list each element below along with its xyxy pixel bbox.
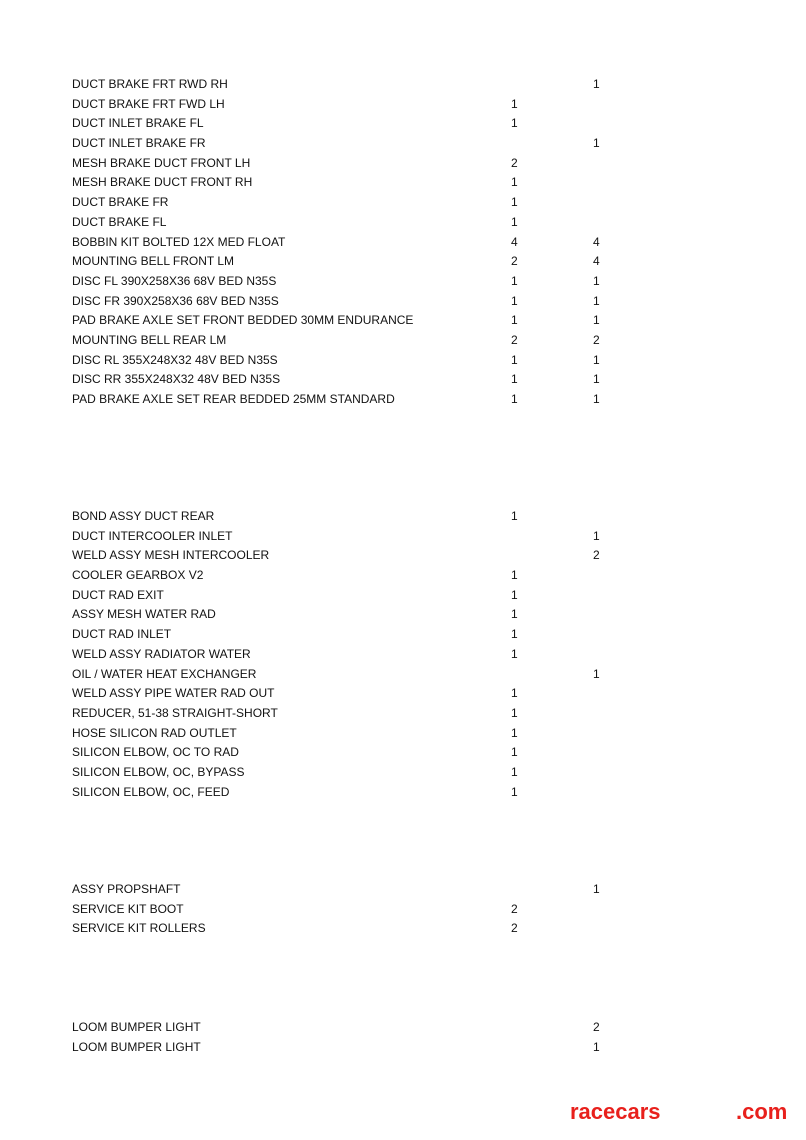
part-row	[0, 1038, 806, 1058]
part-description: COOLER GEARBOX V2	[72, 568, 204, 583]
part-description: BOND ASSY DUCT REAR	[72, 509, 215, 523]
part-description: PAD BRAKE AXLE SET REAR BEDDED 25MM STANDARD	[72, 392, 395, 406]
part-quantity-column-1: 1	[511, 509, 518, 523]
part-description: WELD ASSY RADIATOR WATER	[72, 646, 251, 661]
part-description: DISC FR 390X258X36 68V BED N35S	[72, 293, 279, 308]
parts-section-brakes	[0, 75, 806, 410]
part-description: HOSE SILICON RAD OUTLET	[72, 725, 237, 740]
part-quantity-column-1: 1	[511, 607, 518, 622]
part-row	[0, 586, 806, 606]
part-quantity-column-2: 1	[593, 136, 600, 151]
part-row	[0, 311, 806, 331]
part-row	[0, 684, 806, 704]
part-row	[0, 1018, 806, 1038]
part-row	[0, 645, 806, 665]
part-row	[0, 370, 806, 390]
parts-section-cooling	[0, 507, 806, 802]
part-row	[0, 173, 806, 193]
part-quantity-column-1: 2	[511, 332, 518, 347]
part-quantity-column-2: 1	[593, 882, 600, 896]
part-row	[0, 743, 806, 763]
part-description: SERVICE KIT ROLLERS	[72, 921, 206, 936]
part-quantity-column-2: 1	[593, 528, 600, 543]
racecars-watermark	[570, 1096, 790, 1128]
part-quantity-column-1: 1	[511, 686, 518, 701]
part-quantity-column-1: 1	[511, 175, 518, 190]
part-description: LOOM BUMPER LIGHT	[72, 1020, 201, 1034]
part-description: ASSY PROPSHAFT	[72, 882, 181, 896]
part-description: MESH BRAKE DUCT FRONT LH	[72, 155, 251, 170]
part-description: DUCT BRAKE FRT RWD RH	[72, 77, 228, 91]
watermark-brand-text: racecars	[570, 1099, 661, 1124]
part-row	[0, 390, 806, 410]
part-description: DISC FL 390X258X36 68V BED N35S	[72, 273, 277, 288]
part-row	[0, 154, 806, 174]
part-quantity-column-1: 2	[511, 155, 518, 170]
part-row	[0, 351, 806, 371]
part-quantity-column-1: 1	[511, 372, 518, 387]
watermark-domain-text: .com	[736, 1099, 788, 1124]
part-description: MOUNTING BELL REAR LM	[72, 332, 227, 347]
part-description: SILICON ELBOW, OC, BYPASS	[72, 764, 245, 779]
part-quantity-column-1: 1	[511, 764, 518, 779]
part-row	[0, 331, 806, 351]
part-quantity-column-1: 2	[511, 901, 518, 916]
part-row	[0, 292, 806, 312]
part-description: DUCT RAD EXIT	[72, 587, 164, 602]
part-row	[0, 665, 806, 685]
part-quantity-column-1: 1	[511, 392, 518, 406]
part-quantity-column-1: 1	[511, 195, 518, 210]
part-row	[0, 193, 806, 213]
part-quantity-column-1: 1	[511, 293, 518, 308]
part-description: REDUCER, 51-38 STRAIGHT-SHORT	[72, 705, 278, 720]
parts-section-loom	[0, 1018, 806, 1057]
part-row	[0, 114, 806, 134]
part-description: DUCT BRAKE FR	[72, 195, 169, 210]
part-quantity-column-1: 1	[511, 214, 518, 229]
part-quantity-column-2: 1	[593, 1039, 600, 1054]
part-quantity-column-2: 4	[593, 254, 600, 269]
part-row	[0, 625, 806, 645]
part-row	[0, 213, 806, 233]
part-quantity-column-2: 4	[593, 234, 600, 249]
part-quantity-column-1: 1	[511, 705, 518, 720]
part-description: BOBBIN KIT BOLTED 12X MED FLOAT	[72, 234, 286, 249]
part-quantity-column-2: 1	[593, 293, 600, 308]
part-description: MESH BRAKE DUCT FRONT RH	[72, 175, 253, 190]
part-quantity-column-1: 1	[511, 627, 518, 642]
part-description: DUCT BRAKE FL	[72, 214, 167, 229]
part-description: LOOM BUMPER LIGHT	[72, 1039, 201, 1054]
part-description: SERVICE KIT BOOT	[72, 901, 184, 916]
part-description: DUCT INTERCOOLER INLET	[72, 528, 233, 543]
part-description: WELD ASSY MESH INTERCOOLER	[72, 548, 270, 563]
parts-section-propshaft	[0, 880, 806, 939]
part-row	[0, 75, 806, 95]
part-row	[0, 233, 806, 253]
part-quantity-column-2: 1	[593, 273, 600, 288]
part-quantity-column-1: 4	[511, 234, 518, 249]
part-row	[0, 252, 806, 272]
part-row	[0, 95, 806, 115]
part-description: DISC RR 355X248X32 48V BED N35S	[72, 372, 281, 387]
part-description: DUCT INLET BRAKE FL	[72, 116, 204, 131]
part-quantity-column-1: 1	[511, 784, 518, 799]
part-description: DUCT RAD INLET	[72, 627, 172, 642]
part-row	[0, 566, 806, 586]
part-quantity-column-2: 1	[593, 392, 600, 406]
part-row	[0, 134, 806, 154]
part-quantity-column-1: 2	[511, 254, 518, 269]
part-description: DISC RL 355X248X32 48V BED N35S	[72, 352, 278, 367]
part-row	[0, 704, 806, 724]
part-row	[0, 546, 806, 566]
part-quantity-column-1: 1	[511, 646, 518, 661]
part-row	[0, 783, 806, 803]
part-quantity-column-1: 1	[511, 725, 518, 740]
part-quantity-column-2: 2	[593, 332, 600, 347]
part-row	[0, 272, 806, 292]
part-row	[0, 605, 806, 625]
part-quantity-column-1: 1	[511, 745, 518, 760]
part-description: DUCT BRAKE FRT FWD LH	[72, 96, 225, 111]
part-quantity-column-1: 1	[511, 273, 518, 288]
part-description: OIL / WATER HEAT EXCHANGER	[72, 666, 257, 681]
part-quantity-column-1: 1	[511, 313, 518, 328]
part-quantity-column-1: 1	[511, 587, 518, 602]
part-quantity-column-1: 1	[511, 116, 518, 131]
part-quantity-column-1: 1	[511, 352, 518, 367]
part-quantity-column-2: 1	[593, 77, 600, 91]
part-row	[0, 880, 806, 900]
part-row	[0, 527, 806, 547]
part-quantity-column-2: 2	[593, 548, 600, 563]
part-description: SILICON ELBOW, OC TO RAD	[72, 745, 239, 760]
part-row	[0, 900, 806, 920]
part-quantity-column-1: 1	[511, 96, 518, 111]
part-description: DUCT INLET BRAKE FR	[72, 136, 206, 151]
part-quantity-column-2: 1	[593, 313, 600, 328]
part-quantity-column-1: 1	[511, 568, 518, 583]
part-row	[0, 724, 806, 744]
part-quantity-column-2: 1	[593, 352, 600, 367]
part-description: WELD ASSY PIPE WATER RAD OUT	[72, 686, 275, 701]
part-description: ASSY MESH WATER RAD	[72, 607, 216, 622]
part-description: MOUNTING BELL FRONT LM	[72, 254, 235, 269]
part-row	[0, 507, 806, 527]
part-row	[0, 919, 806, 939]
part-description: SILICON ELBOW, OC, FEED	[72, 784, 230, 799]
part-quantity-column-2: 2	[593, 1020, 600, 1034]
part-quantity-column-2: 1	[593, 666, 600, 681]
part-description: PAD BRAKE AXLE SET FRONT BEDDED 30MM ENDURANCE	[72, 313, 414, 328]
part-quantity-column-1: 2	[511, 921, 518, 936]
part-quantity-column-2: 1	[593, 372, 600, 387]
part-row	[0, 763, 806, 783]
